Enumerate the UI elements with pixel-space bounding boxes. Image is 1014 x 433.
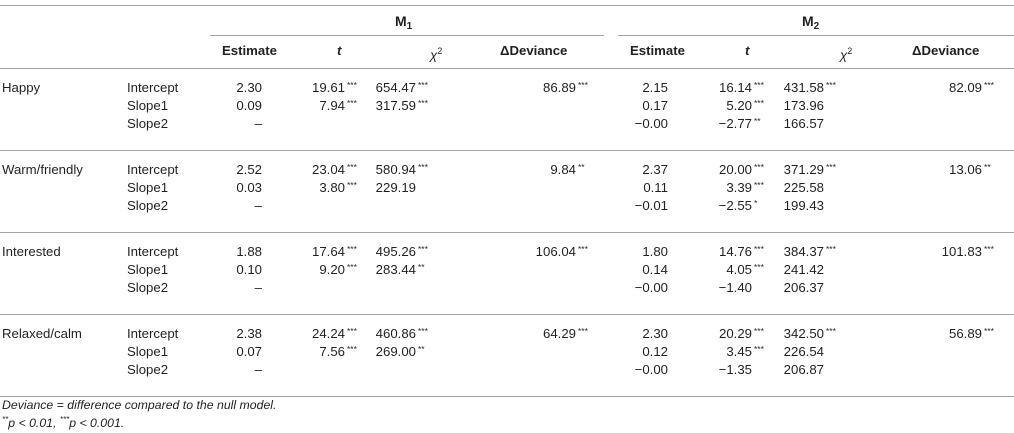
deviance-value-cell (506, 162, 576, 178)
column-header-estimate: Estimate (630, 43, 685, 58)
deviance-value-cell (912, 162, 982, 178)
t-value: −1.35 (718, 362, 752, 377)
t-value: 5.20 (726, 98, 752, 113)
model-m1-header: $M_1$ (395, 13, 413, 32)
t-value: 3.45 (726, 344, 752, 359)
chi-square-value-cell (764, 280, 824, 296)
parameter-label: Slope1 (127, 344, 169, 359)
chi-square-value: 283.44 (375, 262, 416, 277)
chi-square-value: 269.00 (375, 344, 416, 359)
t-value-cell (285, 262, 345, 278)
t-value-cell (285, 80, 345, 96)
chi-square-value-cell (764, 116, 824, 132)
row-group-label: Warm/friendly (2, 162, 83, 177)
group-rule-2 (0, 232, 1014, 233)
estimate-value: 2.15 (642, 80, 668, 95)
chi-square-value-cell (356, 262, 416, 278)
deviance-value: 64.29 (542, 326, 576, 341)
chi-square-value-cell (356, 98, 416, 114)
chi-square-value: 431.58 (783, 80, 824, 95)
model-m2-header: $M_2$ (802, 13, 820, 32)
table-note-significance: **p < 0.01, ***p < 0.001. (2, 414, 125, 430)
estimate-value: 0.12 (642, 344, 668, 359)
estimate-value: −0.00 (634, 362, 668, 377)
t-value-cell (692, 344, 752, 360)
deviance-value: 9.84 (550, 162, 576, 177)
t-value: −2.77 (718, 116, 752, 131)
deviance-value-cell (506, 326, 576, 342)
estimate-value: – (254, 198, 262, 213)
t-value-cell (285, 244, 345, 260)
chi-square-value-cell (356, 344, 416, 360)
chi-square-value-cell (764, 244, 824, 260)
chi-square-value: 580.94 (375, 162, 416, 177)
chi-square-value: 225.58 (783, 180, 824, 195)
estimate-value: 0.17 (642, 98, 668, 113)
deviance-value: 13.06 (948, 162, 982, 177)
chi-square-value-cell (764, 262, 824, 278)
t-value: 17.64 (311, 244, 345, 259)
parameter-label: Slope1 (127, 180, 169, 195)
chi-square-value: 317.59 (375, 98, 416, 113)
chi-square-value: 173.96 (783, 98, 824, 113)
t-value-cell (285, 180, 345, 196)
t-value: 23.04 (311, 162, 345, 177)
column-header-delta-deviance: ΔDeviance (912, 43, 980, 58)
estimate-value: – (254, 280, 262, 295)
row-group-label: Interested (2, 244, 61, 259)
column-header-t: t (337, 43, 342, 58)
t-value-cell (692, 116, 752, 132)
table-note-deviance: Deviance = difference compared to the null model. (2, 398, 277, 412)
chi-square-value: 384.37 (783, 244, 824, 259)
estimate-value: 0.03 (236, 180, 262, 195)
deviance-value-cell (912, 244, 982, 260)
parameter-label: Slope2 (127, 198, 169, 213)
estimate-value: 2.52 (236, 162, 262, 177)
t-value-cell (692, 262, 752, 278)
t-value: 19.61 (311, 80, 345, 95)
chi-square-value-cell (764, 80, 824, 96)
deviance-value-cell (506, 244, 576, 260)
deviance-value-cell (912, 80, 982, 96)
deviance-value: 86.89 (542, 80, 576, 95)
parameter-label: Slope2 (127, 116, 169, 131)
chi-square-value-cell (764, 326, 824, 342)
chi-square-value: 229.19 (375, 180, 416, 195)
parameter-label: Intercept (127, 80, 179, 95)
estimate-value: 2.37 (642, 162, 668, 177)
estimate-value: 1.88 (236, 244, 262, 259)
parameter-label: Slope2 (127, 362, 169, 377)
t-value: 7.94 (319, 98, 345, 113)
chi-square-value-cell (764, 180, 824, 196)
t-value-cell (692, 80, 752, 96)
chi-square-value: 166.57 (783, 116, 824, 131)
t-value-cell (285, 98, 345, 114)
deviance-value: 56.89 (948, 326, 982, 341)
top-rule (0, 5, 1014, 6)
t-value: 3.39 (726, 180, 752, 195)
t-value: 7.56 (319, 344, 345, 359)
chi-square-value: 241.42 (783, 262, 824, 277)
estimate-value: −0.01 (634, 198, 668, 213)
chi-square-value-cell (764, 362, 824, 378)
estimate-value: −0.00 (634, 116, 668, 131)
deviance-value-cell (506, 80, 576, 96)
t-value-cell (285, 162, 345, 178)
deviance-value: 101.83 (941, 244, 982, 259)
chi-square-value-cell (356, 162, 416, 178)
parameter-label: Intercept (127, 326, 179, 341)
estimate-value: 2.30 (236, 80, 262, 95)
chi-square-value-cell (764, 98, 824, 114)
t-value-cell (285, 326, 345, 342)
t-value: −2.55 (718, 198, 752, 213)
t-value-cell (692, 244, 752, 260)
chi-square-value-cell (764, 198, 824, 214)
chi-square-value: 342.50 (783, 326, 824, 341)
chi-square-value-cell (356, 326, 416, 342)
parameter-label: Intercept (127, 244, 179, 259)
chi-square-value: 495.26 (375, 244, 416, 259)
t-value: 24.24 (311, 326, 345, 341)
bottom-rule (0, 396, 1014, 397)
estimate-value: 1.80 (642, 244, 668, 259)
t-value: 14.76 (718, 244, 752, 259)
column-header-t: t (745, 43, 750, 58)
parameter-label: Intercept (127, 162, 179, 177)
t-value: −1.40 (718, 280, 752, 295)
row-group-label: Happy (2, 80, 41, 95)
t-value-cell (692, 180, 752, 196)
estimate-value: – (254, 362, 262, 377)
chi-square-value-cell (356, 80, 416, 96)
deviance-value-cell (912, 326, 982, 342)
chi-square-value: 654.47 (375, 80, 416, 95)
m1-group-rule (210, 35, 604, 36)
estimate-value: 0.09 (236, 98, 262, 113)
t-value-cell (692, 280, 752, 296)
estimate-value: −0.00 (634, 280, 668, 295)
chi-square-value: 206.37 (783, 280, 824, 295)
t-value: 20.00 (718, 162, 752, 177)
chi-square-value: 460.86 (375, 326, 416, 341)
chi-square-value: 371.29 (783, 162, 824, 177)
t-value-cell (692, 362, 752, 378)
parameter-label: Slope1 (127, 262, 169, 277)
group-rule-1 (0, 150, 1014, 151)
t-value-cell (692, 98, 752, 114)
estimate-value: 2.38 (236, 326, 262, 341)
t-value: 16.14 (718, 80, 752, 95)
column-header-chi-square: $\chi^2$ (840, 46, 853, 63)
chi-square-value: 226.54 (783, 344, 824, 359)
estimate-value: 0.10 (236, 262, 262, 277)
t-value-cell (285, 344, 345, 360)
chi-square-value: 206.87 (783, 362, 824, 377)
estimate-value: 0.11 (643, 180, 668, 195)
t-value: 3.80 (319, 180, 345, 195)
chi-square-value-cell (764, 162, 824, 178)
m2-group-rule (618, 35, 1014, 36)
chi-square-value-cell (356, 180, 416, 196)
chi-square-value-cell (356, 244, 416, 260)
header-rule (0, 68, 1014, 69)
deviance-value: 106.04 (535, 244, 576, 259)
column-header-chi-square: $\chi^2$ (430, 46, 443, 63)
deviance-value: 82.09 (948, 80, 982, 95)
column-header-estimate: Estimate (222, 43, 277, 58)
parameter-label: Slope1 (127, 98, 169, 113)
column-header-delta-deviance: ΔDeviance (500, 43, 568, 58)
estimate-value: 2.30 (642, 326, 668, 341)
t-value: 4.05 (726, 262, 752, 277)
estimate-value: 0.14 (642, 262, 668, 277)
chi-square-value-cell (764, 344, 824, 360)
t-value-cell (692, 198, 752, 214)
t-value: 9.20 (319, 262, 345, 277)
t-value-cell (692, 162, 752, 178)
row-group-label: Relaxed/calm (2, 326, 82, 341)
estimate-value: 0.07 (236, 344, 262, 359)
chi-square-value: 199.43 (783, 198, 824, 213)
estimate-value: – (254, 116, 262, 131)
t-value: 20.29 (718, 326, 752, 341)
group-rule-3 (0, 314, 1014, 315)
parameter-label: Slope2 (127, 280, 169, 295)
t-value-cell (692, 326, 752, 342)
